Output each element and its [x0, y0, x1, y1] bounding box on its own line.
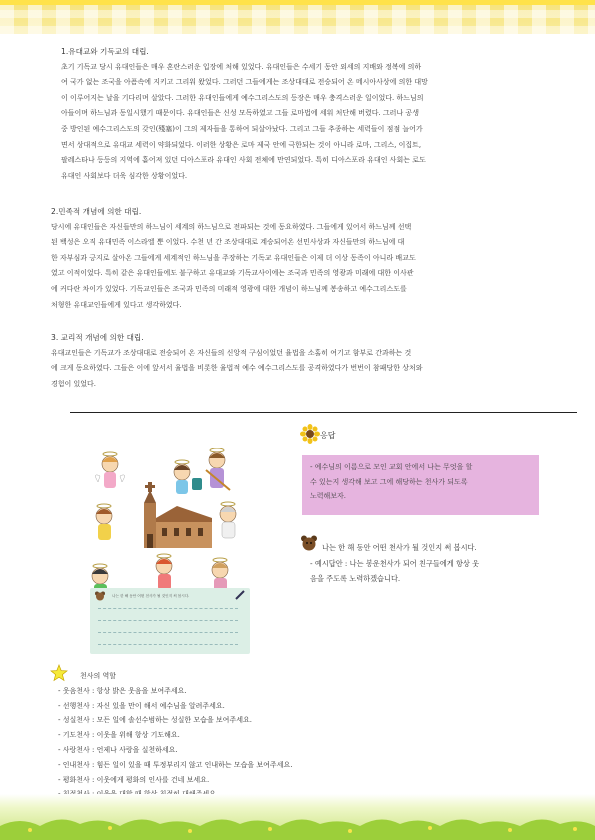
bear-example-text — [310, 556, 570, 586]
writing-line — [98, 620, 238, 621]
paragraph-line: 팔레스타나 등등의 지역에 흩어져 있던 디아스포라 유대인 사회 전체에 만연되었다. 특히 디아스포라 유대인 사회는 로도 — [61, 156, 426, 165]
paragraph-line: 아들이며 하느님과 동일시했기 때문이다. 유대인들은 신성 모독하였고 그들 로마법에 세워 처단해 버렸다. 그러나 공생 — [61, 109, 419, 118]
role-item: - 웃음천사 : 항상 밝은 웃음을 보여주세요. — [58, 686, 187, 695]
section-2-title: 2.민족적 개념에 의한 대립. — [51, 207, 142, 216]
paragraph-line: 처형한 유대교인들에게 있다고 생각하였다. — [51, 300, 182, 309]
paragraph-line: 면서 상대적으로 유대교 세력이 약화되었다. 이러한 상황은 로마 제국 안에 극한되는 것이 아니라 로마, 그리스, 이집트, — [61, 140, 422, 149]
paragraph-line: 유대인 사회보다 더욱 심각한 상황이었다. — [61, 171, 188, 180]
paragraph-line: 중 방인된 예수그리스도의 갖인(殘塞)이 그의 제자들을 통하여 되살아났다. 그리고 그들 추종하는 세력들이 점점 늘어가 — [61, 124, 423, 133]
answer-box — [302, 455, 539, 515]
example-line: - 예시답안 : 나는 봉운천사가 되어 친구들에게 항상 웃 — [310, 559, 480, 568]
section-1 — [61, 44, 561, 184]
example-line: 음을 주도록 노력하겠습니다. — [310, 574, 401, 583]
angel-roles-title: 천사의 역할 — [80, 672, 117, 680]
paragraph-line: 초기 기독교 당시 유대인들은 매우 혼란스러운 입장에 처해 있었다. 유대인들은 수세기 동안 외세의 지배와 정복에 의하 — [61, 62, 422, 71]
section-1-body — [61, 60, 561, 185]
role-item: - 선행천사 : 자신 있을 만이 해서 예수님을 알려주세요. — [58, 701, 225, 710]
paragraph-line: 한 자부심과 긍지로 살아온 그들에게 세계적인 하느님을 주장하는 기독교 유대인들은 이제 더 이상 동족이 아니라 배교도 — [51, 253, 416, 262]
grass-decoration — [0, 814, 595, 840]
top-checkered-band — [0, 0, 595, 34]
bear-icon — [94, 591, 106, 601]
paragraph-line: 에 크게 동요하였다. 그들은 이에 앞서서 율법을 비롯한 율법적 예수 예수그리스도를 공격하였다가 번번이 참패당한 상처와 — [51, 364, 423, 373]
role-item: - 성실천사 : 모든 일에 솔선수범하는 성실한 모습을 보여주세요. — [58, 716, 252, 725]
sunflower-icon — [300, 424, 320, 444]
paragraph-line: 이 이루어지는 날을 기다리며 살았다. 그러한 유대인들에게 예수그리스도의 등장은 매우 충격스러운 일이었다. 하느님의 — [61, 93, 424, 102]
role-item: - 기도천사 : 이웃을 위해 항상 기도해요. — [58, 731, 180, 740]
section-2-body — [51, 220, 566, 314]
answer-line: 노력해보자. — [310, 492, 347, 500]
answer-line: - 예수님의 이름으로 모인 교회 안에서 나는 무엇을 할 — [310, 463, 473, 471]
role-item: - 사랑천사 : 언제나 사랑을 실천하세요. — [58, 745, 178, 754]
bear-prompt — [322, 540, 582, 555]
paragraph-line: 유대교인들은 기독교가 조상대대로 전승되어 온 자신들의 신앙적 구심이었던 율법을 소홀히 여기고 함부로 간과하는 것 — [51, 348, 412, 357]
section-3-title: 3. 교리적 개념에 의한 대립. — [51, 333, 144, 342]
answer-label: 응답 — [320, 431, 336, 440]
worksheet-card — [90, 588, 250, 654]
worksheet-title: 나는 한 해 동안 어떤 천사가 될 것인지 써 봅시다. — [112, 594, 190, 598]
section-3-body — [51, 346, 566, 393]
paragraph-line: 된 백성은 오직 유대민족 이스라엘 뿐 이었다. 수천 년 간 조상대대로 계승되어온 선민사상과 자신들만의 하느님에 대 — [51, 238, 405, 247]
pencil-icon — [235, 590, 245, 600]
bear-example — [310, 556, 570, 586]
paragraph-line: 였고 이적이었다. 특히 같은 유대인들에도 불구하고 유대교와 기독교사이에는 조국과 민족의 영광과 미래에 대한 이사관 — [51, 269, 414, 278]
bottom-grass-band — [0, 794, 595, 840]
angel-roles-list — [58, 684, 292, 802]
writing-line — [98, 608, 238, 609]
section-2 — [51, 204, 566, 313]
angel-roles — [58, 669, 292, 802]
role-item: - 평화천사 : 이웃에게 평화의 인사를 건네 보세요. — [58, 775, 210, 784]
section-1-title: 1.유대교와 기독교의 대립. — [61, 47, 149, 56]
paragraph-line: 여 국가 없는 조국을 아픔속에 지키고 그리워 왔었다. 그러던 그들에게는 조상대대로 전승되어 온 메시아사상에 의한 대망 — [61, 78, 428, 87]
bear-prompt-question: 나는 한 해 동안 어떤 천사가 될 것인지 써 봅시다. — [322, 543, 477, 552]
writing-line — [98, 632, 238, 633]
paragraph-line: 경험이 있었다. — [51, 379, 97, 388]
role-item: - 인내천사 : 힘든 일이 있을 때 투정부리지 않고 인내하는 모습을 보여주세요. — [58, 760, 293, 769]
section-3 — [51, 330, 566, 392]
divider-line — [70, 412, 577, 413]
writing-line — [98, 644, 238, 645]
paragraph-line: 에 커다란 차이가 있었다. 기독교인들은 조국과 민족의 미래적 영광에 대한 개념이 하느님께 봉송하고 예수그리스도를 — [51, 284, 407, 293]
answer-text — [310, 460, 531, 504]
answer-line: 수 있는지 생각해 보고 그에 해당하는 천사가 되도록 — [310, 477, 468, 486]
bear-icon — [300, 535, 318, 551]
paragraph-line: 당시에 유대인들은 자신들만의 하느님이 세계의 하느님으로 전파되는 것에 동요하였다. 그들에게 있어서 하느님께 선택 — [51, 222, 412, 231]
